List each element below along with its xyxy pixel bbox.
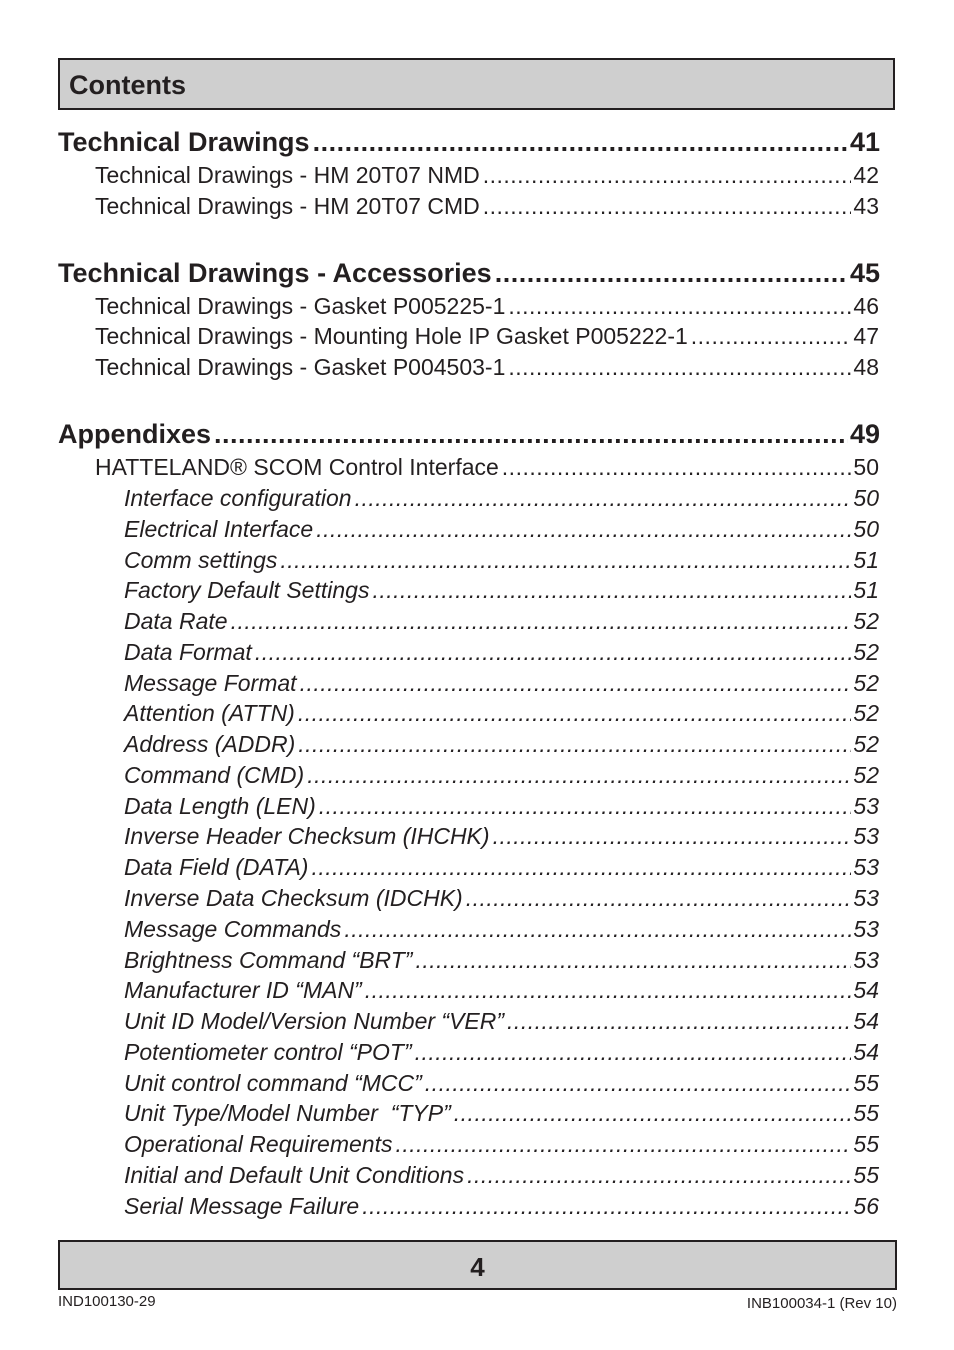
- dot-leader: [483, 193, 852, 220]
- toc-subentry[interactable]: [124, 485, 879, 512]
- toc-entry[interactable]: [95, 162, 879, 189]
- toc-entry-title: Inverse Data Checksum (IDCHK): [124, 885, 463, 911]
- toc-entry-title: Operational Requirements: [124, 1131, 393, 1157]
- toc-entry-title: Appendixes: [58, 419, 212, 449]
- dot-leader: [508, 354, 851, 381]
- toc-entry-title: Electrical Interface: [124, 516, 314, 542]
- toc-subentry[interactable]: [124, 577, 879, 604]
- dot-leader: [300, 670, 852, 697]
- dot-leader: [355, 485, 852, 512]
- toc-entry-title: Potentiometer control “POT”: [124, 1039, 412, 1065]
- toc-page-number: 55: [853, 1162, 879, 1188]
- toc-page-number: 55: [853, 1131, 879, 1157]
- toc-subentry[interactable]: [124, 1193, 879, 1220]
- toc-entry-title: Technical Drawings: [58, 127, 310, 157]
- toc-subentry[interactable]: [124, 1131, 879, 1158]
- toc-page-number: 52: [853, 608, 879, 634]
- dot-leader: [298, 700, 852, 727]
- toc-page-number: 54: [853, 1039, 879, 1065]
- toc-entry-title: Initial and Default Unit Conditions: [124, 1162, 465, 1188]
- toc-page-number: 52: [853, 731, 879, 757]
- toc-entry-title: Data Length (LEN): [124, 793, 316, 819]
- toc-subentry[interactable]: [124, 977, 879, 1004]
- toc-entry-title: Manufacturer ID “MAN”: [124, 977, 362, 1003]
- toc-subentry[interactable]: [124, 1070, 879, 1097]
- toc-section-appendixes[interactable]: [58, 419, 880, 450]
- toc-page-number: 55: [853, 1070, 879, 1096]
- dot-leader: [214, 419, 848, 450]
- toc-subentry[interactable]: [124, 670, 879, 697]
- toc-entry-title: Technical Drawings - HM 20T07 CMD: [95, 193, 480, 219]
- toc-entry-title: Brightness Command “BRT”: [124, 947, 413, 973]
- toc-page-number: 50: [853, 454, 879, 480]
- toc-subentry[interactable]: [124, 1008, 879, 1035]
- toc-subentry[interactable]: [124, 854, 879, 881]
- toc-entry-title: Technical Drawings - Mounting Hole IP Gasket P005222-1: [95, 323, 688, 349]
- document-code-left: IND100130-29: [58, 1293, 156, 1310]
- dot-leader: [231, 608, 852, 635]
- toc-entry[interactable]: [95, 454, 879, 481]
- toc-subentry[interactable]: [124, 639, 879, 666]
- toc-entry-title: Address (ADDR): [124, 731, 296, 757]
- contents-title: Contents: [69, 70, 186, 100]
- dot-leader: [319, 793, 852, 820]
- toc-entry[interactable]: [95, 354, 879, 381]
- toc-page-number: 56: [853, 1193, 879, 1219]
- toc-entry-title: Technical Drawings - Accessories: [58, 258, 492, 288]
- toc-entry-title: Attention (ATTN): [124, 700, 295, 726]
- dot-leader: [415, 947, 851, 974]
- toc-subentry[interactable]: [124, 823, 879, 850]
- toc-page-number: 53: [853, 916, 879, 942]
- toc-page-number: 52: [853, 700, 879, 726]
- toc-page-number: 51: [853, 547, 879, 573]
- toc-entry-title: Data Format: [124, 639, 252, 665]
- dot-leader: [493, 823, 852, 850]
- toc-subentry[interactable]: [124, 1162, 879, 1189]
- toc-subentry[interactable]: [124, 947, 879, 974]
- toc-page-number: 46: [853, 293, 879, 319]
- dot-leader: [508, 293, 851, 320]
- toc-page-number: 52: [853, 762, 879, 788]
- toc-page-number: 50: [853, 485, 879, 511]
- toc-subentry[interactable]: [124, 793, 879, 820]
- contents-header: [58, 58, 895, 110]
- toc-entry-title: Technical Drawings - HM 20T07 NMD: [95, 162, 480, 188]
- toc-page-number: 50: [853, 516, 879, 542]
- dot-leader: [255, 639, 852, 666]
- dot-leader: [311, 854, 851, 881]
- dot-leader: [313, 127, 848, 158]
- document-code-right: INB100034-1 (Rev 10): [746, 1295, 897, 1312]
- toc-page-number: 49: [849, 419, 880, 449]
- toc-page-number: 41: [849, 127, 880, 157]
- dot-leader: [454, 1100, 852, 1127]
- toc-page-number: 52: [853, 670, 879, 696]
- dot-leader: [395, 1131, 851, 1158]
- toc-entry[interactable]: [95, 193, 879, 220]
- toc-entry-title: Command (CMD): [124, 762, 305, 788]
- toc-page-number: 43: [853, 193, 879, 219]
- page-number: 4: [470, 1252, 485, 1282]
- toc-section-technical-drawings[interactable]: [58, 127, 880, 158]
- toc-entry-title: Data Rate: [124, 608, 228, 634]
- toc-page-number: 51: [853, 577, 879, 603]
- dot-leader: [507, 1008, 851, 1035]
- toc-page-number: 52: [853, 639, 879, 665]
- page-footer-box: [58, 1240, 897, 1290]
- dot-leader: [365, 977, 852, 1004]
- toc-entry[interactable]: [95, 293, 879, 320]
- toc-subentry[interactable]: [124, 608, 879, 635]
- toc-page-number: 53: [853, 823, 879, 849]
- dot-leader: [691, 323, 852, 350]
- toc-page-number: 54: [853, 1008, 879, 1034]
- toc-entry-title: Technical Drawings - Gasket P005225-1: [95, 293, 506, 319]
- dot-leader: [415, 1039, 852, 1066]
- dot-leader: [425, 1070, 852, 1097]
- dot-leader: [502, 454, 852, 481]
- toc-entry-title: Serial Message Failure: [124, 1193, 360, 1219]
- dot-leader: [307, 762, 851, 789]
- toc-entry-title: Unit Type/Model Number “TYP”: [124, 1100, 451, 1126]
- toc-entry-title: Message Commands: [124, 916, 342, 942]
- toc-page-number: 53: [853, 947, 879, 973]
- dot-leader: [372, 577, 851, 604]
- toc-page-number: 48: [853, 354, 879, 380]
- toc-section-accessories[interactable]: [58, 258, 880, 289]
- dot-leader: [298, 731, 851, 758]
- toc-entry[interactable]: [95, 323, 879, 350]
- toc-subentry[interactable]: [124, 700, 879, 727]
- toc-entry-title: Unit ID Model/Version Number “VER”: [124, 1008, 505, 1034]
- toc-entry-title: Technical Drawings - Gasket P004503-1: [95, 354, 506, 380]
- dot-leader: [495, 258, 848, 289]
- toc-entry-title: Interface configuration: [124, 485, 352, 511]
- toc-subentry[interactable]: [124, 885, 879, 912]
- toc-entry-title: HATTELAND® SCOM Control Interface: [95, 454, 499, 480]
- toc-entry-title: Unit control command “MCC”: [124, 1070, 422, 1096]
- toc-subentry[interactable]: [124, 916, 879, 943]
- toc-subentry[interactable]: [124, 762, 879, 789]
- toc-subentry[interactable]: [124, 731, 879, 758]
- toc-page-number: 42: [853, 162, 879, 188]
- toc-entry-title: Message Format: [124, 670, 297, 696]
- dot-leader: [344, 916, 851, 943]
- toc-page-number: 54: [853, 977, 879, 1003]
- toc-page-number: 45: [849, 258, 880, 288]
- toc-subentry[interactable]: [124, 516, 879, 543]
- toc-entry-title: Data Field (DATA): [124, 854, 309, 880]
- toc-page-number: 55: [853, 1100, 879, 1126]
- dot-leader: [483, 162, 852, 189]
- toc-entry-title: Inverse Header Checksum (IHCHK): [124, 823, 490, 849]
- toc-page-number: 47: [853, 323, 879, 349]
- dot-leader: [280, 547, 851, 574]
- toc-entry-title: Comm settings: [124, 547, 278, 573]
- dot-leader: [466, 885, 852, 912]
- toc-page-number: 53: [853, 885, 879, 911]
- toc-page-number: 53: [853, 854, 879, 880]
- dot-leader: [316, 516, 851, 543]
- toc-subentry[interactable]: [124, 547, 879, 574]
- toc-entry-title: Factory Default Settings: [124, 577, 370, 603]
- dot-leader: [467, 1162, 851, 1189]
- toc-subentry[interactable]: [124, 1100, 879, 1127]
- toc-subentry[interactable]: [124, 1039, 879, 1066]
- toc-page-number: 53: [853, 793, 879, 819]
- dot-leader: [362, 1193, 851, 1220]
